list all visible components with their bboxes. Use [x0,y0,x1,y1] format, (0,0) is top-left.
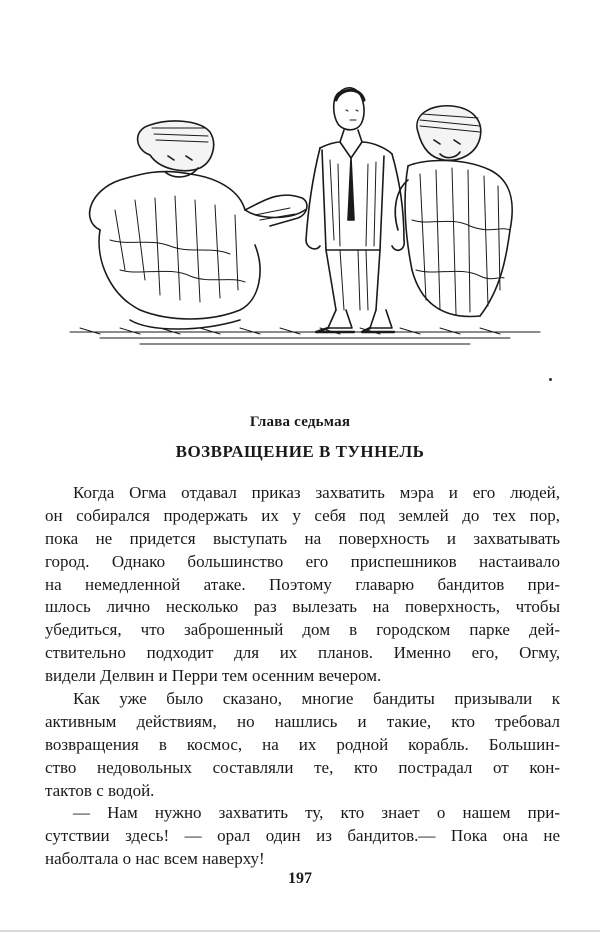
text-line: убедиться, что заброшенный дом в городском парке дей- [45,620,560,640]
text-line: пока не придется выступать на поверхность и захватывать [45,528,560,548]
text-line: ствительно подходит для их планов. Именно его, Огму, [45,643,560,663]
text-line: Как уже было сказано, многие бандиты призывали к [73,689,560,709]
body-text [45,482,560,871]
text-line: ство недовольных составляли те, кто пострадал от кон- [45,757,560,777]
paragraph-2 [45,688,560,802]
paragraph-1 [45,482,560,688]
text-line: Когда Огма отдавал приказ захватить мэра и его людей, [73,483,560,502]
ground-hatching [70,328,540,344]
text-line: город. Однако большинство его приспешников настаивало [45,551,560,571]
man-in-suit-figure [306,88,404,332]
text-line: он собирался продержать их у себя под землей до тех пор, [45,505,560,525]
text-line: видели Делвин и Перри тем осенним вечером. [45,666,382,686]
text-line: шлось лично несколько раз вылезать на поверхность, чтобы [45,597,560,617]
page-number: 197 [288,870,312,887]
right-robed-figure [395,106,512,317]
left-robed-figure [90,121,307,329]
bottom-rule [0,930,600,932]
text-line: сутствии здесь! — орал один из бандитов.— Пока она не [45,826,560,846]
text-line: — Нам нужно захватить ту, кто знает о нашем при- [73,803,560,823]
text-line: на немедленной атаке. Поэтому главарю бандитов при- [45,574,560,594]
text-line: активным действиям, но нашлись и такие, кто требовал [45,711,560,731]
page-speck [549,378,552,381]
chapter-illustration [40,70,560,370]
chapter-number: Глава седьмая [249,414,351,430]
chapter-title: ВОЗВРАЩЕНИЕ В ТУННЕЛЬ [175,442,425,461]
text-line: тактов с водой. [45,780,155,800]
text-line: наболтала о нас всем наверху! [45,849,265,869]
text-line: возвращения в космос, на их родной корабль. Большин- [45,734,560,754]
paragraph-3 [45,802,560,871]
